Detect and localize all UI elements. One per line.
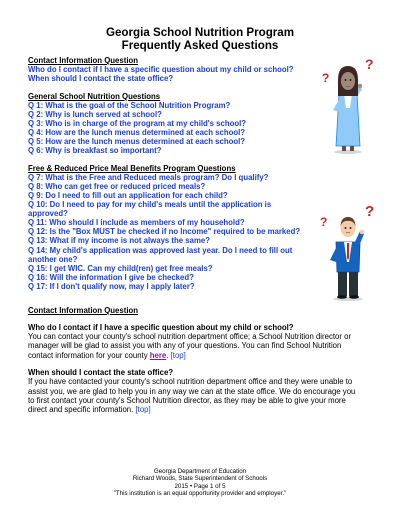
toc-link[interactable]: Q 17: If I don't qualify now, may I apply later? <box>28 281 195 291</box>
top-link[interactable]: [top] <box>170 350 186 360</box>
answer-line-text: . <box>166 350 171 360</box>
toc-link[interactable]: Q 8: Who can get free or reduced priced meals? <box>28 181 206 191</box>
toc-link[interactable]: When should I contact the state office? <box>28 74 174 84</box>
svg-text:?: ? <box>322 71 330 85</box>
toc-link[interactable]: another one? <box>28 254 78 264</box>
svg-text:?: ? <box>320 215 328 229</box>
toc-link[interactable]: Q 10: Do I need to pay for my child's meals until the application is <box>28 200 272 210</box>
man-thinking-question-icon <box>318 202 382 302</box>
answer-line: manager will be glad to assist you with any of your questions. You can find School Nutrition <box>28 341 342 351</box>
answer-line: to first contact your county's School Nutrition director, as they may be able to give your more <box>28 396 346 406</box>
footer-superintendent: Richard Woods, State Superintendent of Schools <box>132 475 268 483</box>
toc-link[interactable]: Q 15: I get WIC. Can my child(ren) get free meals? <box>28 263 213 273</box>
toc-link[interactable]: Q 4: How are the lunch menus determined at each school? <box>28 127 246 137</box>
answer-line-text: contact information for your county <box>28 350 150 360</box>
toc-link[interactable]: Q 12: Is the "Box MUST be checked if no Income" required to be marked? <box>28 227 301 237</box>
footer-disclaimer: "This institution is an equal opportunity provider and employer." <box>113 490 287 498</box>
toc-link[interactable]: Q 11: Who should I include as members of my household? <box>28 218 245 228</box>
toc-link[interactable]: Q 14: My child's application was approved last year. Do I need to fill out <box>28 245 293 255</box>
toc-link[interactable]: Who do I contact if I have a specific question about my child or school? <box>28 65 294 74</box>
page-footer <box>0 468 400 498</box>
answer-line-text: direct and specific information. <box>28 405 136 415</box>
footer-page-number: 2015 • Page 1 of 5 <box>174 482 226 490</box>
answer-line: You can contact your county's school nutrition department office; a School Nutrition director or <box>28 332 352 341</box>
toc-link[interactable]: Q 7: What is the Free and Reduced meals program? Do I qualify? <box>28 172 269 182</box>
table-of-contents <box>28 56 318 291</box>
toc-link[interactable]: Q 3: Who is in charge of the program at my child's school? <box>28 118 247 128</box>
answer-text <box>28 377 378 415</box>
answer-line: assist you, we are glad to help you in any way we can at the state office. We do encourage you <box>28 386 356 396</box>
answer-question: When should I contact the state office? <box>28 368 174 378</box>
page-title: Georgia School Nutrition Program <box>105 26 295 39</box>
toc-section-title-free-reduced: Free & Reduced Price Meal Benefits Program Questions <box>28 163 236 173</box>
toc-link[interactable]: approved? <box>28 209 68 219</box>
toc-section-title-general: General School Nutrition Questions <box>28 91 161 101</box>
footer-department: Georgia Department of Education <box>153 468 247 475</box>
top-link[interactable]: [top] <box>135 405 151 415</box>
toc-link[interactable]: Q 1: What is the goal of the School Nutrition Program? <box>28 100 231 110</box>
toc-link[interactable]: Q 6: Why is breakfast so important? <box>28 146 162 156</box>
woman-thinking-question-icon <box>318 56 382 154</box>
answer-text <box>28 332 378 360</box>
svg-text:?: ? <box>365 203 375 220</box>
answer-line <box>28 405 378 414</box>
answers-section <box>28 306 378 415</box>
toc-link[interactable]: Q 13: What if my income is not always the same? <box>28 236 210 246</box>
toc-link[interactable]: Q 9: Do I need to fill out an application for each child? <box>28 190 228 200</box>
answer-question: Who do I contact if I have a specific question about my child or school? <box>28 323 294 332</box>
answer-line <box>28 351 378 360</box>
page-subtitle: Frequently Asked Questions <box>121 39 279 52</box>
here-link[interactable]: here <box>149 350 167 360</box>
toc-link[interactable]: Q 2: Why is lunch served at school? <box>28 109 162 119</box>
answer-line: If you have contacted your county's school nutrition department office and they were unable to <box>28 377 353 387</box>
toc-section-title-contact: Contact Information Question <box>28 56 139 65</box>
answers-section-title: Contact Information Question <box>28 306 139 315</box>
toc-link[interactable]: Q 16: Will the information I give be checked? <box>28 272 194 282</box>
svg-text:?: ? <box>365 56 374 72</box>
toc-link[interactable]: Q 5: How are the lunch menus determined at each school? <box>28 137 246 147</box>
